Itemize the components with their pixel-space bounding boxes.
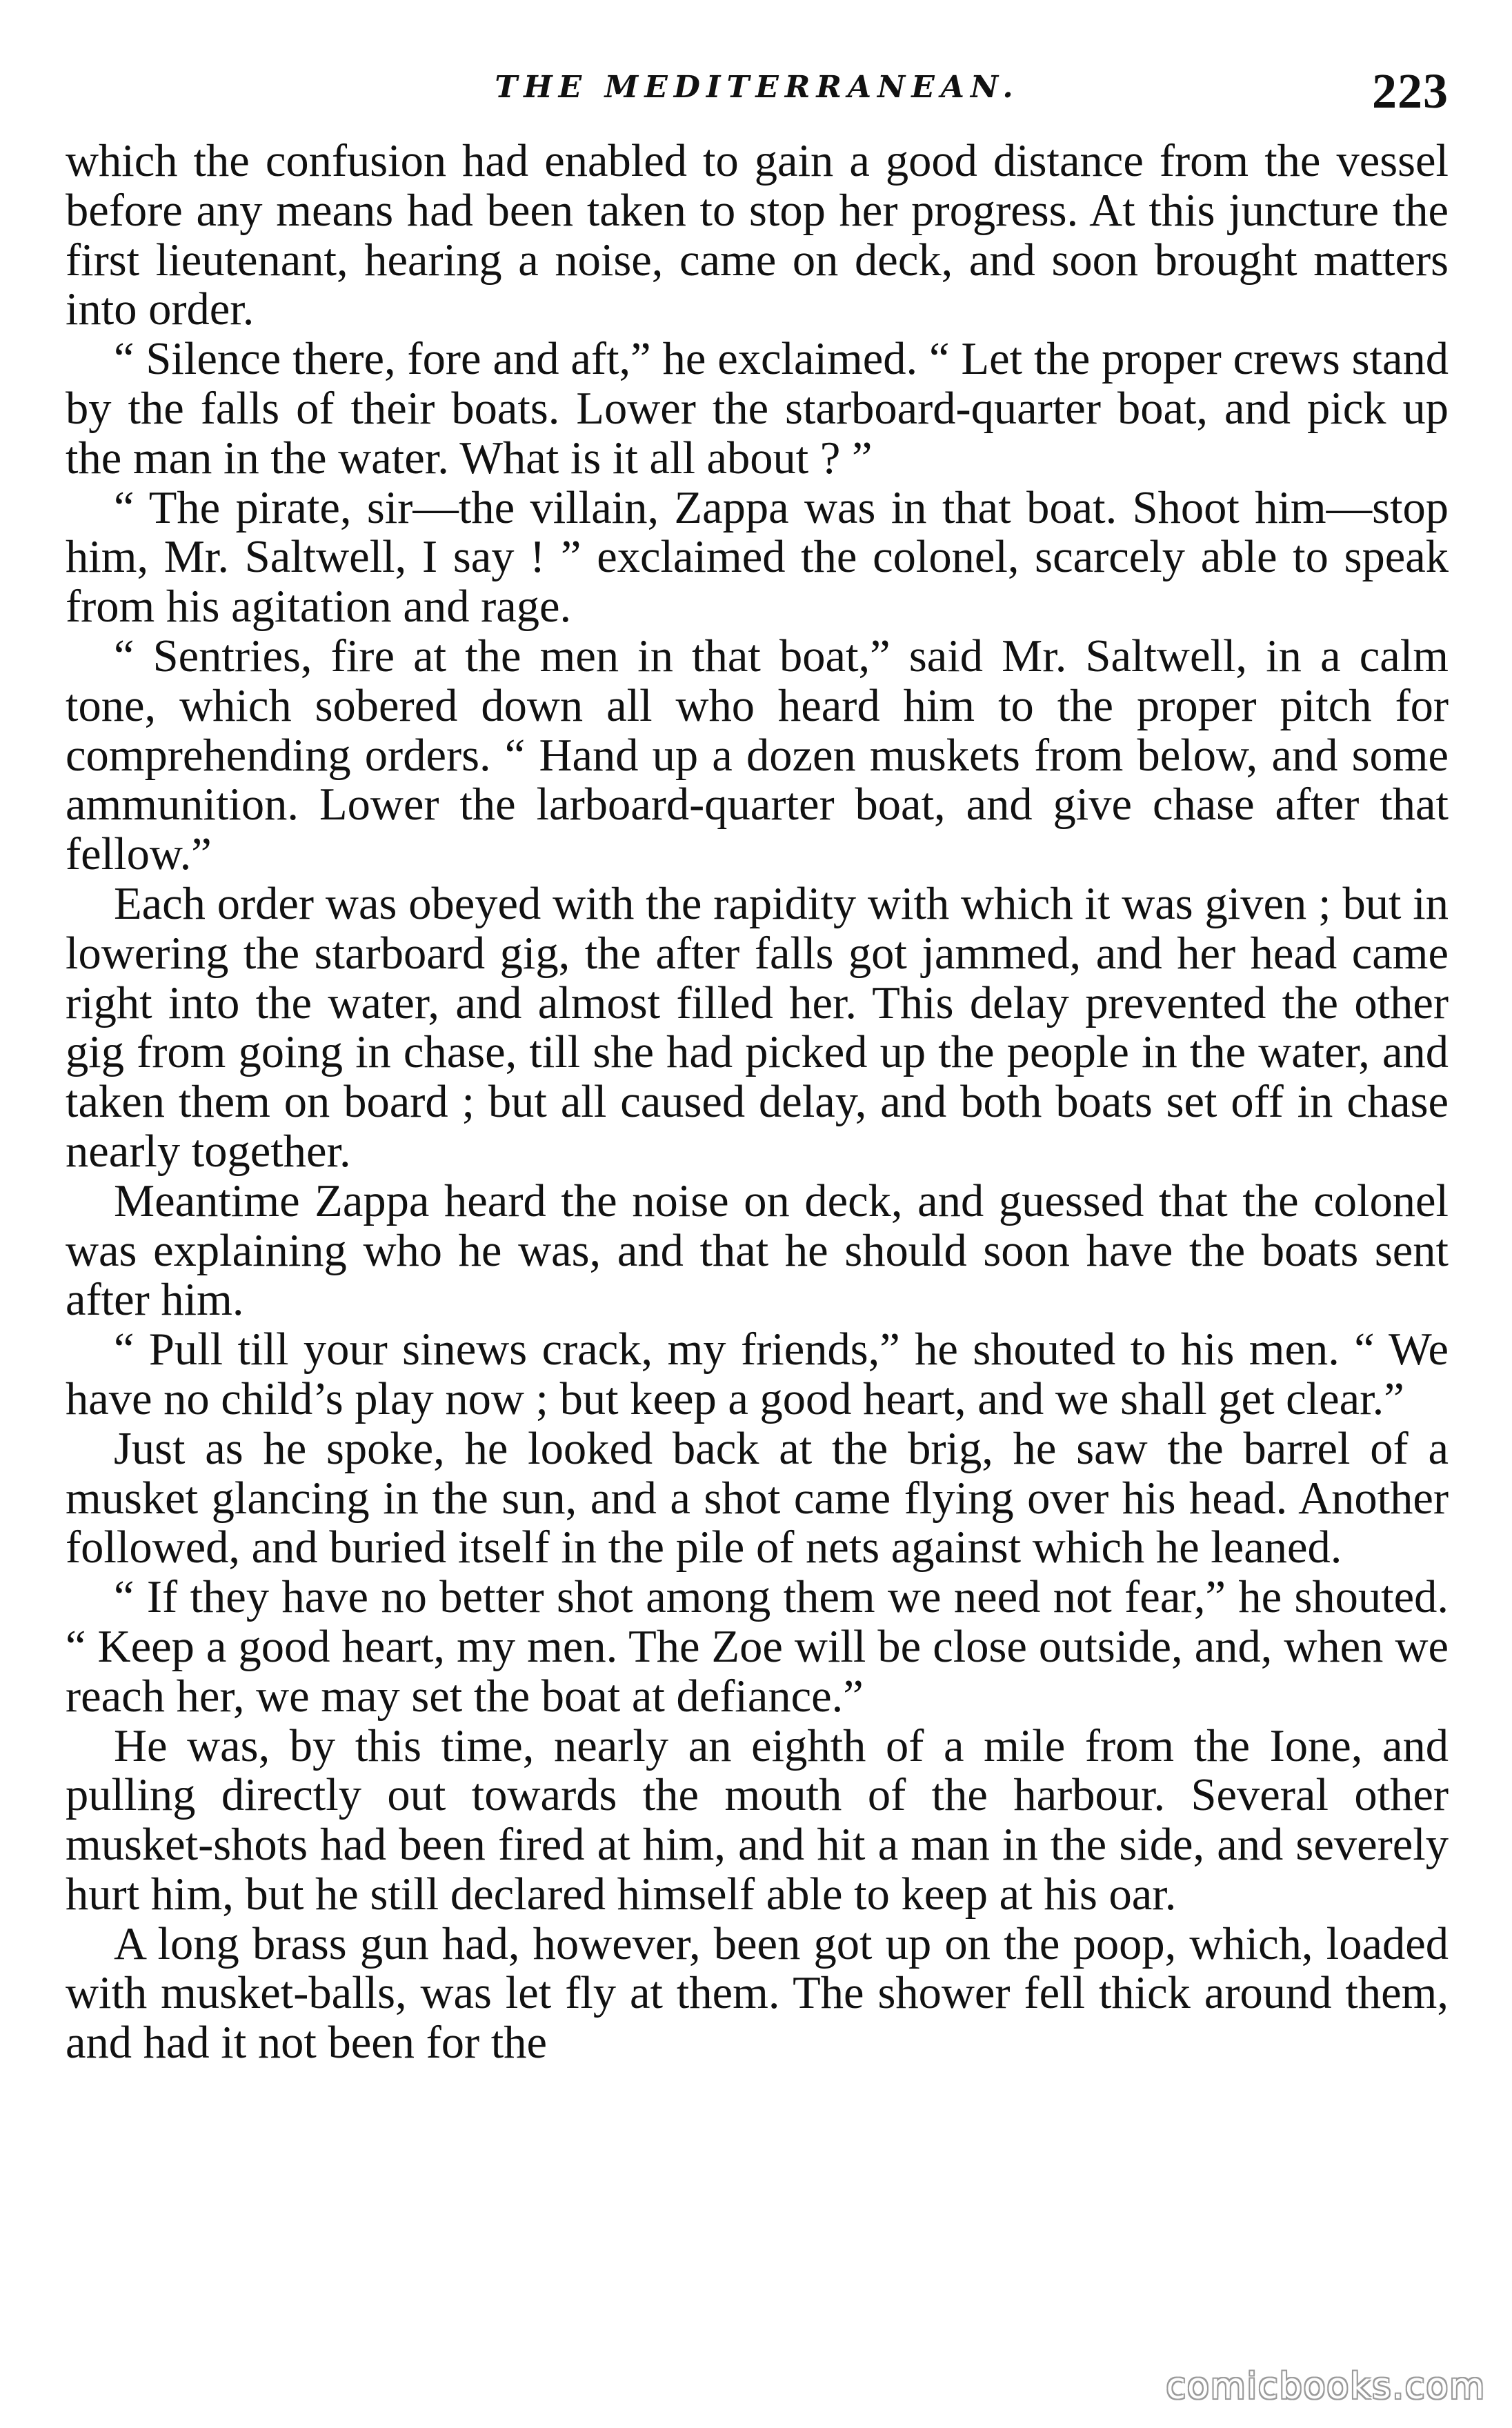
running-title: THE MEDITERRANEAN. [495, 70, 1019, 105]
paragraph: “ Silence there, fore and aft,” he exclaimed. “ Let the proper crews stand by the falls of their boats. Lower the starboard-quarter boat, and pick up the man in the water. What is it all about ? ” [66, 334, 1449, 484]
paragraph: which the confusion had enabled to gain a good distance from the vessel before any means had been taken to stop her progress. At this juncture the first lieutenant, hearing a noise, came on deck, and soon brought matters into order. [66, 136, 1449, 335]
paragraph: “ If they have no better shot among them we need not fear,” he shouted. “ Keep a good heart, my men. The Zoe will be close outside, and, when we reach her, we may set the boat at defiance.” [66, 1572, 1449, 1722]
paragraph: Each order was obeyed with the rapidity with which it was given ; but in lowering the starboard gig, the after falls got jammed, and her head came right into the water, and almost filled her. This delay prevented the other gig from going in chase, till she had picked up the people in the water, and taken them on board ; but all caused delay, and both boats set off in chase nearly together. [66, 878, 1449, 1177]
paragraph: “ The pirate, sir—the villain, Zappa was in that boat. Shoot him—stop him, Mr. Saltwell, I say ! ” exclaimed the colonel, scarcely able to speak from his agitation and rage. [66, 482, 1449, 633]
paragraph: A long brass gun had, however, been got up on the poop, which, loaded with musket-balls, was let fly at them. The shower fell thick around them, and had it not been for the [66, 1918, 1449, 2069]
watermark: comicbooks.com [1166, 2366, 1486, 2407]
body-text [66, 137, 1449, 2068]
running-head [66, 63, 1449, 121]
paragraph: Just as he spoke, he looked back at the brig, he saw the barrel of a musket glancing in the sun, and a shot came flying over his head. Another followed, and buried itself in the pile of nets against which he leaned. [66, 1423, 1449, 1573]
paragraph: He was, by this time, nearly an eighth of a mile from the Ione, and pulling directly out towards the mouth of the harbour. Several other musket-shots had been fired at him, and hit a man in the side, and severely hurt him, but he still declared himself able to keep at his oar. [66, 1720, 1449, 1920]
paragraph: “ Pull till your sinews crack, my friends,” he shouted to his men. “ We have no child’s play now ; but keep a good heart, and we shall get clear.” [66, 1324, 1449, 1424]
paragraph: “ Sentries, fire at the men in that boat,” said Mr. Saltwell, in a calm tone, which sobered down all who heard him to the proper pitch for comprehending orders. “ Hand up a dozen muskets from below, and some ammunition. Lower the larboard-quarter boat, and give chase after that fellow.” [66, 630, 1449, 880]
paragraph: Meantime Zappa heard the noise on deck, and guessed that the colonel was explaining who he was, and that he should soon have the boats sent after him. [66, 1175, 1449, 1326]
page-number: 223 [1372, 63, 1449, 119]
